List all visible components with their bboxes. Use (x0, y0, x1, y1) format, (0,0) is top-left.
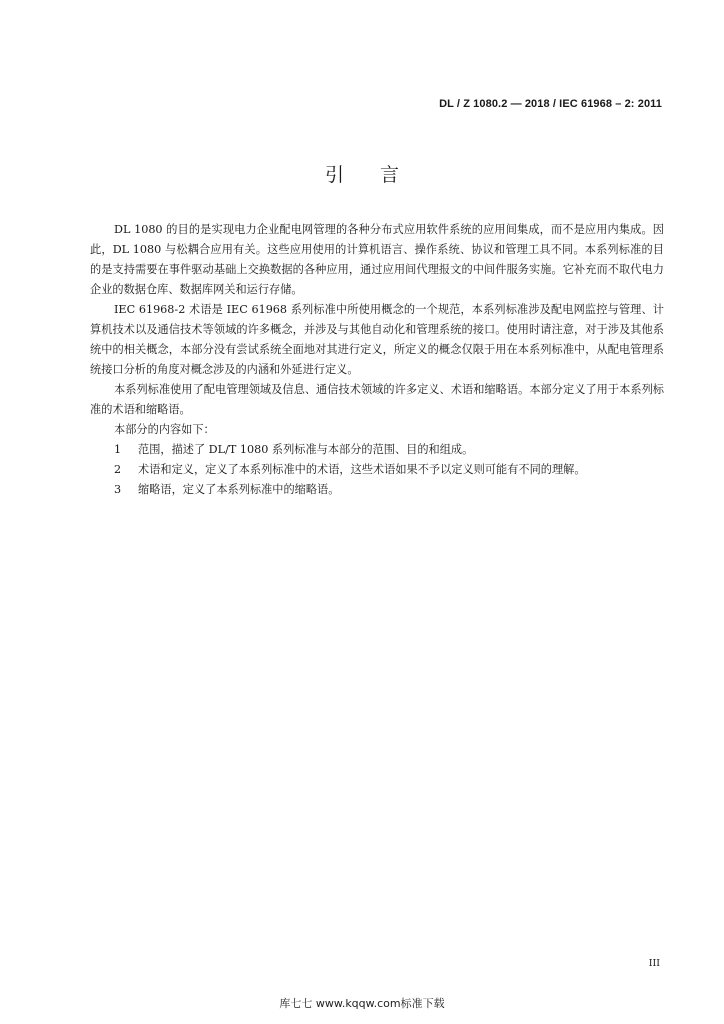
page-title: 引言 (324, 164, 435, 186)
paragraph: IEC 61968-2 术语是 IEC 61968 系列标准中所使用概念的一个规范，本系列标准涉及配电网监控与管理、计算机技术以及通信技术等领域的许多概念，并涉及与其他自动化和管理系统的接口。使用时请注意，对于涉及其他系统中的相关概念，本部分没有尝试系统全面地对其进行定义，所定义的概念仅限于用在本系列标准中，从配电管理系统接口分析的角度对概念涉及的内涵和外延进行定义。 (90, 303, 664, 376)
list-item (90, 460, 664, 480)
standard-code-header: DL / Z 1080.2 — 2018 / IEC 61968 – 2: 2011 (439, 98, 662, 110)
list-item-text: 术语和定义，定义了本系列标准中的术语，这些术语如果不予以定义则可能有不同的理解。 (138, 463, 586, 476)
contents-intro: 本部分的内容如下： (114, 423, 215, 436)
paragraph: 本系列标准使用了配电管理领域及信息、通信技术领域的许多定义、术语和缩略语。本部分定义了用于本系列标准的术语和缩略语。 (90, 383, 664, 416)
body-content (90, 220, 664, 500)
list-item-number: 3 (114, 483, 122, 496)
list-item (90, 440, 664, 460)
paragraph: DL 1080 的目的是实现电力企业配电网管理的各种分布式应用软件系统的应用间集成，而不是应用内集成。因此，DL 1080 与松耦合应用有关。这些应用使用的计算机语言、操作系统、协议和管理工具不同。本系列标准的目的是支持需要在事件驱动基础上交换数据的各种应用，通过应用间代理报文的中间件服务实施。它补充而不取代电力企业的数据仓库、数据库网关和运行存储。 (90, 223, 664, 296)
list-item-number: 1 (114, 443, 122, 456)
watermark-text: 库七七 www.kqqw.com标准下载 (279, 997, 445, 1010)
list-item-text: 缩略语，定义了本系列标准中的缩略语。 (138, 483, 340, 496)
list-item-text: 范围，描述了 DL/T 1080 系列标准与本部分的范围、目的和组成。 (138, 443, 474, 456)
list-item (90, 480, 664, 500)
contents-list (90, 440, 664, 500)
list-item-number: 2 (114, 463, 122, 476)
page-number: III (648, 958, 660, 969)
